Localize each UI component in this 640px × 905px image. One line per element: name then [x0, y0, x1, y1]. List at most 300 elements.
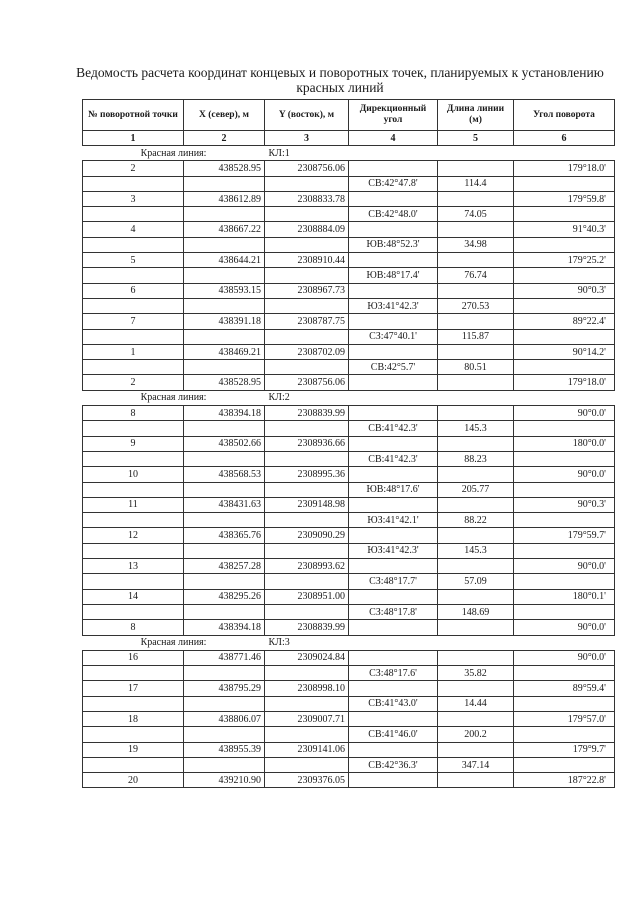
- segment-row: [83, 329, 615, 344]
- segment-row: [83, 574, 615, 589]
- empty-cell: [83, 451, 184, 466]
- empty-cell: [438, 191, 514, 206]
- coordinates-table: [82, 99, 615, 788]
- point-number: 14: [83, 589, 184, 604]
- empty-cell: [438, 406, 514, 421]
- empty-cell: [349, 222, 438, 237]
- empty-cell: [184, 513, 265, 528]
- direction-angle: СВ:42°48.0': [349, 207, 438, 222]
- point-number: 1: [83, 344, 184, 359]
- empty-cell: [349, 497, 438, 512]
- empty-cell: [83, 696, 184, 711]
- empty-cell: [349, 191, 438, 206]
- empty-cell: [184, 421, 265, 436]
- x-coordinate: 438365.76: [184, 528, 265, 543]
- y-coordinate: 2309148.98: [265, 497, 349, 512]
- y-coordinate: 2308884.09: [265, 222, 349, 237]
- empty-cell: [184, 176, 265, 191]
- section-code: КЛ:1: [265, 146, 349, 161]
- header-x: X (север), м: [184, 100, 265, 131]
- point-number: 8: [83, 620, 184, 635]
- empty-cell: [265, 298, 349, 313]
- segment-row: [83, 482, 615, 497]
- point-number: 18: [83, 711, 184, 726]
- y-coordinate: 2308967.73: [265, 283, 349, 298]
- rotation-angle: 90°0.0': [514, 650, 615, 665]
- column-number: 5: [438, 131, 514, 146]
- segment-row: [83, 666, 615, 681]
- direction-angle: СЗ:47°40.1': [349, 329, 438, 344]
- section-code: КЛ:2: [265, 390, 349, 405]
- empty-cell: [438, 620, 514, 635]
- section-row: [83, 146, 615, 161]
- rotation-angle: 180°0.0': [514, 436, 615, 451]
- segment-row: [83, 360, 615, 375]
- empty-cell: [438, 344, 514, 359]
- section-row: [83, 390, 615, 405]
- empty-cell: [265, 574, 349, 589]
- table-body: [83, 146, 615, 788]
- empty-cell: [349, 314, 438, 329]
- empty-cell: [349, 742, 438, 757]
- segment-row: [83, 237, 615, 252]
- empty-cell: [184, 329, 265, 344]
- segment-row: [83, 451, 615, 466]
- empty-cell: [514, 482, 615, 497]
- empty-cell: [514, 604, 615, 619]
- x-coordinate: 438394.18: [184, 406, 265, 421]
- empty-cell: [349, 344, 438, 359]
- empty-cell: [83, 329, 184, 344]
- empty-cell: [184, 237, 265, 252]
- empty-cell: [349, 711, 438, 726]
- line-length: 57.09: [438, 574, 514, 589]
- empty-cell: [349, 681, 438, 696]
- line-length: 88.22: [438, 513, 514, 528]
- point-number: 17: [83, 681, 184, 696]
- line-length: 74.05: [438, 207, 514, 222]
- line-length: 145.3: [438, 421, 514, 436]
- empty-cell: [514, 513, 615, 528]
- empty-cell: [514, 727, 615, 742]
- empty-cell: [438, 773, 514, 788]
- point-number: 10: [83, 467, 184, 482]
- y-coordinate: 2308839.99: [265, 620, 349, 635]
- point-number: 20: [83, 773, 184, 788]
- rotation-angle: 90°0.0': [514, 620, 615, 635]
- empty-cell: [438, 253, 514, 268]
- segment-row: [83, 298, 615, 313]
- empty-cell: [265, 207, 349, 222]
- x-coordinate: 438469.21: [184, 344, 265, 359]
- point-number: 16: [83, 650, 184, 665]
- y-coordinate: 2308910.44: [265, 253, 349, 268]
- column-number: 3: [265, 131, 349, 146]
- empty-cell: [83, 268, 184, 283]
- empty-cell: [514, 360, 615, 375]
- header-y: Y (восток), м: [265, 100, 349, 131]
- column-number: 2: [184, 131, 265, 146]
- segment-row: [83, 727, 615, 742]
- empty-cell: [83, 666, 184, 681]
- point-row: [83, 497, 615, 512]
- rotation-angle: 180°0.1': [514, 589, 615, 604]
- direction-angle: СЗ:48°17.6': [349, 666, 438, 681]
- empty-cell: [349, 773, 438, 788]
- point-row: [83, 650, 615, 665]
- x-coordinate: 438806.07: [184, 711, 265, 726]
- direction-angle: СЗ:48°17.7': [349, 574, 438, 589]
- empty-cell: [83, 237, 184, 252]
- direction-angle: ЮВ:48°52.3': [349, 237, 438, 252]
- empty-cell: [349, 559, 438, 574]
- point-row: [83, 620, 615, 635]
- rotation-angle: 179°25.2': [514, 253, 615, 268]
- empty-cell: [265, 727, 349, 742]
- point-row: [83, 283, 615, 298]
- rotation-angle: 90°0.3': [514, 497, 615, 512]
- column-number-row: [83, 131, 615, 146]
- empty-cell: [184, 727, 265, 742]
- direction-angle: ЮЗ:41°42.3': [349, 298, 438, 313]
- empty-cell: [514, 329, 615, 344]
- direction-angle: СВ:42°5.7': [349, 360, 438, 375]
- point-number: 7: [83, 314, 184, 329]
- empty-cell: [438, 559, 514, 574]
- y-coordinate: 2309024.84: [265, 650, 349, 665]
- rotation-angle: 179°57.0': [514, 711, 615, 726]
- empty-cell: [438, 589, 514, 604]
- section-label: Красная линия:: [83, 390, 265, 405]
- empty-cell: [349, 436, 438, 451]
- rotation-angle: 89°59.4': [514, 681, 615, 696]
- y-coordinate: 2309007.71: [265, 711, 349, 726]
- empty-cell: [265, 696, 349, 711]
- y-coordinate: 2309090.29: [265, 528, 349, 543]
- empty-cell: [349, 589, 438, 604]
- point-row: [83, 161, 615, 176]
- empty-cell: [265, 421, 349, 436]
- empty-cell: [265, 482, 349, 497]
- empty-cell: [184, 757, 265, 772]
- section-row: [83, 635, 615, 650]
- y-coordinate: 2308995.36: [265, 467, 349, 482]
- empty-cell: [83, 604, 184, 619]
- header-point-number: № поворотной точки: [83, 100, 184, 131]
- point-row: [83, 467, 615, 482]
- section-label: Красная линия:: [83, 635, 265, 650]
- line-length: 270.53: [438, 298, 514, 313]
- column-number: 4: [349, 131, 438, 146]
- empty-cell: [349, 528, 438, 543]
- direction-angle: СВ:41°46.0': [349, 727, 438, 742]
- x-coordinate: 438795.29: [184, 681, 265, 696]
- empty-cell: [184, 696, 265, 711]
- empty-cell: [438, 528, 514, 543]
- rotation-angle: 91°40.3': [514, 222, 615, 237]
- empty-cell: [514, 451, 615, 466]
- empty-cell: [184, 207, 265, 222]
- empty-cell: [514, 543, 615, 558]
- empty-cell: [349, 375, 438, 390]
- line-length: 145.3: [438, 543, 514, 558]
- direction-angle: СВ:41°42.3': [349, 451, 438, 466]
- section-code: КЛ:3: [265, 635, 349, 650]
- segment-row: [83, 604, 615, 619]
- header-rotation-angle: Угол поворота: [514, 100, 615, 131]
- empty-cell: [184, 451, 265, 466]
- empty-cell: [349, 253, 438, 268]
- direction-angle: ЮВ:48°17.6': [349, 482, 438, 497]
- point-number: 11: [83, 497, 184, 512]
- point-number: 2: [83, 161, 184, 176]
- x-coordinate: 438771.46: [184, 650, 265, 665]
- line-length: 148.69: [438, 604, 514, 619]
- column-number: 1: [83, 131, 184, 146]
- line-length: 88.23: [438, 451, 514, 466]
- rotation-angle: 179°18.0': [514, 161, 615, 176]
- point-number: 12: [83, 528, 184, 543]
- empty-cell: [514, 207, 615, 222]
- empty-cell: [349, 406, 438, 421]
- direction-angle: СЗ:48°17.8': [349, 604, 438, 619]
- column-number: 6: [514, 131, 615, 146]
- rotation-angle: 179°59.8': [514, 191, 615, 206]
- point-row: [83, 344, 615, 359]
- empty-cell: [83, 757, 184, 772]
- point-row: [83, 589, 615, 604]
- empty-cell: [184, 574, 265, 589]
- empty-cell: [438, 711, 514, 726]
- section-empty: [349, 146, 615, 161]
- empty-cell: [514, 574, 615, 589]
- x-coordinate: 438528.95: [184, 375, 265, 390]
- point-row: [83, 375, 615, 390]
- empty-cell: [349, 283, 438, 298]
- header-line-length: Длина линии (м): [438, 100, 514, 131]
- y-coordinate: 2308756.06: [265, 375, 349, 390]
- direction-angle: ЮВ:48°17.4': [349, 268, 438, 283]
- rotation-angle: 90°0.0': [514, 406, 615, 421]
- y-coordinate: 2308833.78: [265, 191, 349, 206]
- direction-angle: СВ:41°42.3': [349, 421, 438, 436]
- empty-cell: [438, 375, 514, 390]
- rotation-angle: 179°18.0': [514, 375, 615, 390]
- x-coordinate: 438502.66: [184, 436, 265, 451]
- empty-cell: [265, 451, 349, 466]
- point-row: [83, 314, 615, 329]
- line-length: 14.44: [438, 696, 514, 711]
- empty-cell: [349, 620, 438, 635]
- empty-cell: [265, 757, 349, 772]
- empty-cell: [184, 268, 265, 283]
- point-number: 4: [83, 222, 184, 237]
- empty-cell: [184, 360, 265, 375]
- x-coordinate: 438955.39: [184, 742, 265, 757]
- empty-cell: [265, 176, 349, 191]
- empty-cell: [438, 497, 514, 512]
- empty-cell: [514, 176, 615, 191]
- y-coordinate: 2308951.00: [265, 589, 349, 604]
- y-coordinate: 2308756.06: [265, 161, 349, 176]
- segment-row: [83, 421, 615, 436]
- empty-cell: [438, 467, 514, 482]
- empty-cell: [184, 666, 265, 681]
- empty-cell: [349, 161, 438, 176]
- empty-cell: [514, 421, 615, 436]
- segment-row: [83, 543, 615, 558]
- point-row: [83, 773, 615, 788]
- empty-cell: [184, 482, 265, 497]
- line-length: 35.82: [438, 666, 514, 681]
- direction-angle: СВ:42°36.3': [349, 757, 438, 772]
- empty-cell: [514, 696, 615, 711]
- direction-angle: СВ:41°43.0': [349, 696, 438, 711]
- empty-cell: [438, 650, 514, 665]
- empty-cell: [265, 329, 349, 344]
- rotation-angle: 187°22.8': [514, 773, 615, 788]
- empty-cell: [438, 681, 514, 696]
- empty-cell: [83, 298, 184, 313]
- header-row: [83, 100, 615, 131]
- direction-angle: ЮЗ:41°42.3': [349, 543, 438, 558]
- empty-cell: [265, 543, 349, 558]
- y-coordinate: 2308998.10: [265, 681, 349, 696]
- empty-cell: [265, 513, 349, 528]
- empty-cell: [514, 666, 615, 681]
- point-row: [83, 681, 615, 696]
- section-empty: [349, 635, 615, 650]
- empty-cell: [184, 604, 265, 619]
- empty-cell: [83, 543, 184, 558]
- empty-cell: [83, 727, 184, 742]
- empty-cell: [83, 360, 184, 375]
- line-length: 200.2: [438, 727, 514, 742]
- empty-cell: [184, 543, 265, 558]
- line-length: 114.4: [438, 176, 514, 191]
- x-coordinate: 438593.15: [184, 283, 265, 298]
- empty-cell: [438, 161, 514, 176]
- empty-cell: [438, 283, 514, 298]
- empty-cell: [265, 360, 349, 375]
- segment-row: [83, 757, 615, 772]
- y-coordinate: 2309141.06: [265, 742, 349, 757]
- line-length: 115.87: [438, 329, 514, 344]
- x-coordinate: 438528.95: [184, 161, 265, 176]
- segment-row: [83, 268, 615, 283]
- empty-cell: [265, 604, 349, 619]
- rotation-angle: 90°0.0': [514, 559, 615, 574]
- empty-cell: [83, 207, 184, 222]
- empty-cell: [514, 237, 615, 252]
- y-coordinate: 2308702.09: [265, 344, 349, 359]
- empty-cell: [349, 467, 438, 482]
- point-number: 2: [83, 375, 184, 390]
- empty-cell: [265, 666, 349, 681]
- empty-cell: [514, 268, 615, 283]
- line-length: 205.77: [438, 482, 514, 497]
- direction-angle: СВ:42°47.8': [349, 176, 438, 191]
- point-row: [83, 253, 615, 268]
- empty-cell: [438, 222, 514, 237]
- empty-cell: [438, 314, 514, 329]
- point-row: [83, 742, 615, 757]
- rotation-angle: 90°14.2': [514, 344, 615, 359]
- rotation-angle: 89°22.4': [514, 314, 615, 329]
- empty-cell: [514, 298, 615, 313]
- empty-cell: [265, 237, 349, 252]
- segment-row: [83, 696, 615, 711]
- section-label: Красная линия:: [83, 146, 265, 161]
- empty-cell: [83, 574, 184, 589]
- rotation-angle: 179°9.7': [514, 742, 615, 757]
- y-coordinate: 2308936.66: [265, 436, 349, 451]
- y-coordinate: 2308993.62: [265, 559, 349, 574]
- point-number: 6: [83, 283, 184, 298]
- y-coordinate: 2308839.99: [265, 406, 349, 421]
- point-row: [83, 559, 615, 574]
- line-length: 347.14: [438, 757, 514, 772]
- rotation-angle: 90°0.3': [514, 283, 615, 298]
- point-number: 8: [83, 406, 184, 421]
- line-length: 34.98: [438, 237, 514, 252]
- empty-cell: [83, 513, 184, 528]
- point-number: 5: [83, 253, 184, 268]
- point-number: 3: [83, 191, 184, 206]
- x-coordinate: 438391.18: [184, 314, 265, 329]
- segment-row: [83, 513, 615, 528]
- y-coordinate: 2309376.05: [265, 773, 349, 788]
- empty-cell: [349, 650, 438, 665]
- empty-cell: [438, 742, 514, 757]
- point-row: [83, 406, 615, 421]
- y-coordinate: 2308787.75: [265, 314, 349, 329]
- section-empty: [349, 390, 615, 405]
- empty-cell: [514, 757, 615, 772]
- x-coordinate: 438257.28: [184, 559, 265, 574]
- x-coordinate: 438295.26: [184, 589, 265, 604]
- line-length: 76.74: [438, 268, 514, 283]
- document-title: Ведомость расчета координат концевых и поворотных точек, планируемых к установлению красных линий: [76, 65, 604, 95]
- point-row: [83, 711, 615, 726]
- x-coordinate: 439210.90: [184, 773, 265, 788]
- empty-cell: [184, 298, 265, 313]
- x-coordinate: 438394.18: [184, 620, 265, 635]
- x-coordinate: 438431.63: [184, 497, 265, 512]
- x-coordinate: 438644.21: [184, 253, 265, 268]
- empty-cell: [265, 268, 349, 283]
- point-number: 19: [83, 742, 184, 757]
- line-length: 80.51: [438, 360, 514, 375]
- direction-angle: ЮЗ:41°42.1': [349, 513, 438, 528]
- segment-row: [83, 176, 615, 191]
- point-row: [83, 528, 615, 543]
- empty-cell: [438, 436, 514, 451]
- rotation-angle: 179°59.7': [514, 528, 615, 543]
- x-coordinate: 438667.22: [184, 222, 265, 237]
- point-number: 9: [83, 436, 184, 451]
- point-row: [83, 191, 615, 206]
- point-row: [83, 436, 615, 451]
- empty-cell: [83, 176, 184, 191]
- x-coordinate: 438568.53: [184, 467, 265, 482]
- point-number: 13: [83, 559, 184, 574]
- header-direction-angle: Дирекционный угол: [349, 100, 438, 131]
- empty-cell: [83, 421, 184, 436]
- empty-cell: [83, 482, 184, 497]
- segment-row: [83, 207, 615, 222]
- x-coordinate: 438612.89: [184, 191, 265, 206]
